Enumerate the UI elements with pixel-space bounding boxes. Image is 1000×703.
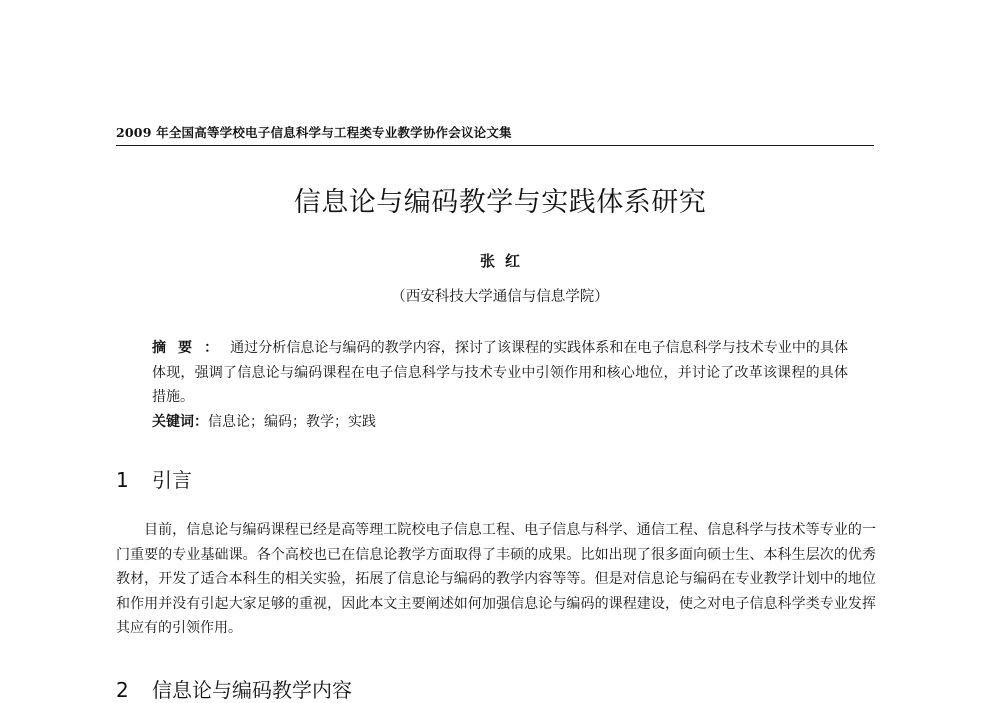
abstract-text: 通过分析信息论与编码的教学内容，探讨了该课程的实践体系和在电子信息科学与技术专业中的具体体现，强调了信息论与编码课程在电子信息科学与技术专业中引领作用和核心地位，并讨论了改革该课程的具体措施。 <box>152 340 849 405</box>
abstract-label: 摘要： <box>152 340 231 356</box>
paper-title: 信息论与编码教学与实践体系研究 <box>293 187 707 218</box>
keywords-label: 关键词： <box>152 414 208 430</box>
section-number: 1 <box>116 468 129 492</box>
author-affiliation: （西安科技大学通信与信息学院） <box>391 289 609 305</box>
introduction-paragraph: 目前，信息论与编码课程已经是高等理工院校电子信息工程、电子信息与科学、通信工程、信息科学与技术等专业的一门重要的专业基础课。各个高校也已在信息论教学方面取得了丰硕的成果。比如出现了很多面向硕士生、本科生层次的优秀教材，开发了适合本科生的相关实验，拓展了信息论与编码的教学内容等等。但是对信息论与编码在专业教学计划中的地位和作用并没有引起大家足够的重视，因此本文主要阐述如何加强信息论与编码的课程建设，使之对电子信息科学类专业发挥其应有的引领作用。 <box>116 522 876 636</box>
section-heading-introduction <box>116 466 192 494</box>
section-heading-teaching-content <box>116 676 352 703</box>
keywords-text: 信息论；编码；教学；实践 <box>208 414 376 430</box>
running-header: 2009 年全国高等学校电子信息科学与工程类专业教学协作会议论文集 <box>116 123 874 146</box>
author-name: 张红 <box>479 252 530 270</box>
keywords <box>152 410 848 435</box>
abstract <box>152 336 848 410</box>
section-title: 信息论与编码教学内容 <box>152 678 352 702</box>
section-number: 2 <box>116 678 129 702</box>
section-title: 引言 <box>152 468 192 492</box>
